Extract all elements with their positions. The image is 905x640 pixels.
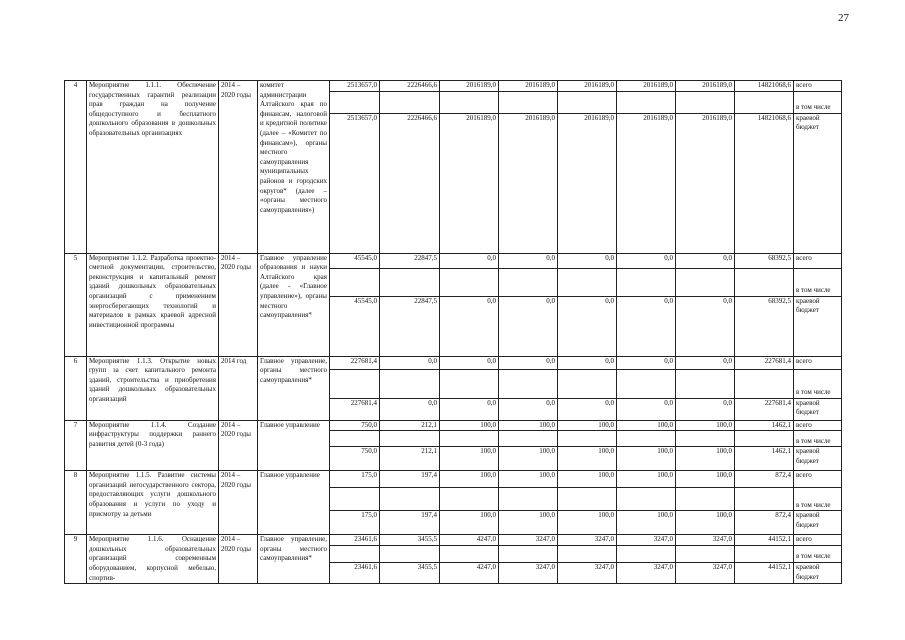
budget-value: 0,0 bbox=[617, 398, 676, 420]
table-row bbox=[65, 81, 842, 92]
empty-cell bbox=[617, 431, 676, 447]
budget-value: 44152,1 bbox=[735, 563, 794, 584]
measure-title: Мероприятие 1.1.5. Развитие системы организаций негосударственного сектора, предоставляющих услуги дошкольного образования и услуги по уходу и присмотру за детьми bbox=[87, 471, 219, 535]
total-value: 227681,4 bbox=[330, 356, 380, 369]
total-value: 100,0 bbox=[558, 471, 617, 488]
empty-cell bbox=[735, 546, 794, 563]
page-number: 27 bbox=[838, 12, 849, 24]
total-value: 3247,0 bbox=[558, 535, 617, 546]
budget-value: 197,4 bbox=[380, 511, 440, 535]
total-value: 100,0 bbox=[676, 420, 735, 431]
budget-value: 22847,5 bbox=[380, 296, 440, 356]
total-value: 3247,0 bbox=[499, 535, 558, 546]
measure-title: Мероприятие 1.1.3. Открытие новых групп за счет капитального ремонта зданий, строительства и приобретения зданий дошкольных образовательных организаций bbox=[87, 356, 219, 420]
measure-title: Мероприятие 1.1.4. Создание инфраструктуры поддержки раннего развития детей (0-3 года) bbox=[87, 420, 219, 471]
table-row bbox=[65, 253, 842, 268]
budget-table bbox=[64, 80, 842, 584]
total-value: 0,0 bbox=[676, 253, 735, 268]
table-row bbox=[65, 356, 842, 369]
empty-cell bbox=[499, 546, 558, 563]
empty-cell bbox=[499, 91, 558, 113]
measure-period: 2014 – 2020 годы bbox=[219, 535, 258, 584]
label-regional-budget: краевой бюджет bbox=[794, 447, 842, 471]
budget-value: 100,0 bbox=[676, 511, 735, 535]
total-value: 100,0 bbox=[499, 471, 558, 488]
budget-value: 2016189,0 bbox=[499, 113, 558, 253]
budget-value: 3247,0 bbox=[499, 563, 558, 584]
empty-cell bbox=[676, 546, 735, 563]
label-total: всего bbox=[794, 356, 842, 369]
total-value: 0,0 bbox=[617, 253, 676, 268]
budget-value: 100,0 bbox=[558, 511, 617, 535]
budget-value: 2513657,0 bbox=[330, 113, 380, 253]
empty-cell bbox=[676, 431, 735, 447]
budget-value: 45545,0 bbox=[330, 296, 380, 356]
table-row bbox=[65, 420, 842, 431]
total-value: 2016189,0 bbox=[676, 81, 735, 92]
budget-value: 0,0 bbox=[617, 296, 676, 356]
empty-cell bbox=[735, 91, 794, 113]
total-value: 3247,0 bbox=[617, 535, 676, 546]
empty-cell bbox=[617, 369, 676, 398]
row-number: 8 bbox=[65, 471, 87, 535]
empty-cell bbox=[330, 488, 380, 511]
total-value: 0,0 bbox=[499, 356, 558, 369]
budget-value: 0,0 bbox=[440, 398, 499, 420]
label-including: в том числе bbox=[794, 488, 842, 511]
label-including: в том числе bbox=[794, 91, 842, 113]
budget-value: 14821068,6 bbox=[735, 113, 794, 253]
empty-cell bbox=[499, 268, 558, 296]
measure-executor: комитет администрации Алтайского края по финансам, налоговой и кредитной политике (далее – «Комитет по финансам»), органы местного самоуправления муниципальных районов и городских округов* (далее – «органы местного самоуправления») bbox=[258, 81, 330, 254]
budget-value: 4247,0 bbox=[440, 563, 499, 584]
budget-value: 1462,1 bbox=[735, 447, 794, 471]
empty-cell bbox=[380, 369, 440, 398]
total-value: 0,0 bbox=[617, 356, 676, 369]
total-value: 68392,5 bbox=[735, 253, 794, 268]
empty-cell bbox=[499, 488, 558, 511]
total-value: 4247,0 bbox=[440, 535, 499, 546]
measure-title: Мероприятие 1.1.1. Обеспечение государственных гарантий реализации прав граждан на получение общедоступного и бесплатного дошкольного образования в дошкольных образовательных организациях bbox=[87, 81, 219, 254]
measure-executor: Главное управление образования и науки Алтайского края (далее - «Главное управление»), органы местного самоуправления* bbox=[258, 253, 330, 356]
total-value: 1462,1 bbox=[735, 420, 794, 431]
measure-period: 2014 – 2020 годы bbox=[219, 471, 258, 535]
empty-cell bbox=[380, 431, 440, 447]
empty-cell bbox=[617, 91, 676, 113]
total-value: 197,4 bbox=[380, 471, 440, 488]
empty-cell bbox=[735, 431, 794, 447]
budget-value: 100,0 bbox=[558, 447, 617, 471]
empty-cell bbox=[440, 488, 499, 511]
budget-value: 68392,5 bbox=[735, 296, 794, 356]
total-value: 2016189,0 bbox=[617, 81, 676, 92]
budget-value: 100,0 bbox=[440, 447, 499, 471]
table-row bbox=[65, 535, 842, 546]
measure-executor: Главное управление, органы местного самоуправления* bbox=[258, 356, 330, 420]
total-value: 3247,0 bbox=[676, 535, 735, 546]
measure-title: Мероприятие 1.1.2. Разработка проектно-сметной документации, строительство, реконструкция и капитальный ремонт зданий дошкольных образовательных организаций с применением энергосберегающих технологий и материалов в рамках краевой адресной инвестиционной программы bbox=[87, 253, 219, 356]
budget-value: 23461,6 bbox=[330, 563, 380, 584]
empty-cell bbox=[558, 268, 617, 296]
total-value: 212,1 bbox=[380, 420, 440, 431]
label-regional-budget: краевой бюджет bbox=[794, 113, 842, 253]
empty-cell bbox=[558, 369, 617, 398]
budget-value: 100,0 bbox=[499, 447, 558, 471]
budget-value: 0,0 bbox=[558, 296, 617, 356]
budget-value: 2226466,6 bbox=[380, 113, 440, 253]
budget-value: 3455,5 bbox=[380, 563, 440, 584]
budget-value: 100,0 bbox=[676, 447, 735, 471]
total-value: 100,0 bbox=[558, 420, 617, 431]
measure-period: 2014 – 2020 годы bbox=[219, 81, 258, 254]
row-number: 7 bbox=[65, 420, 87, 471]
label-total: всего bbox=[794, 420, 842, 431]
empty-cell bbox=[380, 268, 440, 296]
budget-value: 872,4 bbox=[735, 511, 794, 535]
budget-value: 175,0 bbox=[330, 511, 380, 535]
total-value: 100,0 bbox=[440, 471, 499, 488]
total-value: 100,0 bbox=[617, 420, 676, 431]
empty-cell bbox=[440, 546, 499, 563]
budget-value: 0,0 bbox=[676, 296, 735, 356]
budget-value: 212,1 bbox=[380, 447, 440, 471]
measure-executor: Главное управление bbox=[258, 420, 330, 471]
empty-cell bbox=[330, 369, 380, 398]
label-including: в том числе bbox=[794, 268, 842, 296]
budget-value: 227681,4 bbox=[735, 398, 794, 420]
label-regional-budget: краевой бюджет bbox=[794, 398, 842, 420]
budget-value: 3247,0 bbox=[617, 563, 676, 584]
total-value: 750,0 bbox=[330, 420, 380, 431]
total-value: 2016189,0 bbox=[499, 81, 558, 92]
empty-cell bbox=[440, 431, 499, 447]
empty-cell bbox=[676, 91, 735, 113]
empty-cell bbox=[735, 488, 794, 511]
budget-value: 0,0 bbox=[380, 398, 440, 420]
total-value: 14821068,6 bbox=[735, 81, 794, 92]
label-total: всего bbox=[794, 535, 842, 546]
total-value: 0,0 bbox=[499, 253, 558, 268]
budget-value: 2016189,0 bbox=[558, 113, 617, 253]
empty-cell bbox=[440, 91, 499, 113]
total-value: 22847,5 bbox=[380, 253, 440, 268]
empty-cell bbox=[499, 431, 558, 447]
budget-value: 100,0 bbox=[499, 511, 558, 535]
total-value: 2513657,0 bbox=[330, 81, 380, 92]
total-value: 100,0 bbox=[676, 471, 735, 488]
measure-period: 2014 – 2020 годы bbox=[219, 420, 258, 471]
total-value: 2016189,0 bbox=[558, 81, 617, 92]
empty-cell bbox=[676, 488, 735, 511]
empty-cell bbox=[380, 91, 440, 113]
measure-executor: Главное управление, органы местного самоуправления* bbox=[258, 535, 330, 584]
label-total: всего bbox=[794, 471, 842, 488]
budget-value: 750,0 bbox=[330, 447, 380, 471]
budget-value: 0,0 bbox=[676, 398, 735, 420]
label-including: в том числе bbox=[794, 369, 842, 398]
empty-cell bbox=[380, 488, 440, 511]
budget-value: 3247,0 bbox=[558, 563, 617, 584]
total-value: 100,0 bbox=[617, 471, 676, 488]
empty-cell bbox=[617, 546, 676, 563]
empty-cell bbox=[676, 268, 735, 296]
label-total: всего bbox=[794, 81, 842, 92]
empty-cell bbox=[330, 91, 380, 113]
total-value: 0,0 bbox=[558, 356, 617, 369]
empty-cell bbox=[735, 268, 794, 296]
label-including: в том числе bbox=[794, 546, 842, 563]
empty-cell bbox=[440, 268, 499, 296]
total-value: 23461,6 bbox=[330, 535, 380, 546]
row-number: 9 bbox=[65, 535, 87, 584]
measure-period: 2014 – 2020 годы bbox=[219, 253, 258, 356]
empty-cell bbox=[330, 431, 380, 447]
measure-period: 2014 год bbox=[219, 356, 258, 420]
label-regional-budget: краевой бюджет bbox=[794, 511, 842, 535]
row-number: 5 bbox=[65, 253, 87, 356]
empty-cell bbox=[617, 488, 676, 511]
total-value: 0,0 bbox=[440, 356, 499, 369]
empty-cell bbox=[735, 369, 794, 398]
budget-value: 0,0 bbox=[440, 296, 499, 356]
total-value: 175,0 bbox=[330, 471, 380, 488]
total-value: 0,0 bbox=[558, 253, 617, 268]
budget-value: 0,0 bbox=[499, 296, 558, 356]
table-row bbox=[65, 471, 842, 488]
budget-value: 100,0 bbox=[617, 511, 676, 535]
empty-cell bbox=[558, 431, 617, 447]
label-including: в том числе bbox=[794, 431, 842, 447]
empty-cell bbox=[558, 91, 617, 113]
budget-value: 100,0 bbox=[617, 447, 676, 471]
total-value: 3455,5 bbox=[380, 535, 440, 546]
empty-cell bbox=[330, 546, 380, 563]
row-number: 6 bbox=[65, 356, 87, 420]
empty-cell bbox=[440, 369, 499, 398]
total-value: 872,4 bbox=[735, 471, 794, 488]
total-value: 44152,1 bbox=[735, 535, 794, 546]
total-value: 0,0 bbox=[676, 356, 735, 369]
total-value: 100,0 bbox=[440, 420, 499, 431]
empty-cell bbox=[558, 546, 617, 563]
budget-value: 227681,4 bbox=[330, 398, 380, 420]
empty-cell bbox=[499, 369, 558, 398]
budget-value: 3247,0 bbox=[676, 563, 735, 584]
total-value: 227681,4 bbox=[735, 356, 794, 369]
label-total: всего bbox=[794, 253, 842, 268]
empty-cell bbox=[558, 488, 617, 511]
row-number: 4 bbox=[65, 81, 87, 254]
empty-cell bbox=[380, 546, 440, 563]
total-value: 45545,0 bbox=[330, 253, 380, 268]
total-value: 0,0 bbox=[380, 356, 440, 369]
budget-value: 0,0 bbox=[499, 398, 558, 420]
measure-executor: Главное управление bbox=[258, 471, 330, 535]
empty-cell bbox=[330, 268, 380, 296]
label-regional-budget: краевой бюджет bbox=[794, 563, 842, 584]
total-value: 2226466,6 bbox=[380, 81, 440, 92]
budget-value: 2016189,0 bbox=[676, 113, 735, 253]
empty-cell bbox=[676, 369, 735, 398]
empty-cell bbox=[617, 268, 676, 296]
total-value: 100,0 bbox=[499, 420, 558, 431]
label-regional-budget: краевой бюджет bbox=[794, 296, 842, 356]
budget-value: 100,0 bbox=[440, 511, 499, 535]
total-value: 0,0 bbox=[440, 253, 499, 268]
measure-title: Мероприятие 1.1.6. Оснащение дошкольных образовательных организаций современным оборудованием, корпусной мебелью, спортив- bbox=[87, 535, 219, 584]
budget-value: 0,0 bbox=[558, 398, 617, 420]
budget-value: 2016189,0 bbox=[440, 113, 499, 253]
total-value: 2016189,0 bbox=[440, 81, 499, 92]
budget-value: 2016189,0 bbox=[617, 113, 676, 253]
